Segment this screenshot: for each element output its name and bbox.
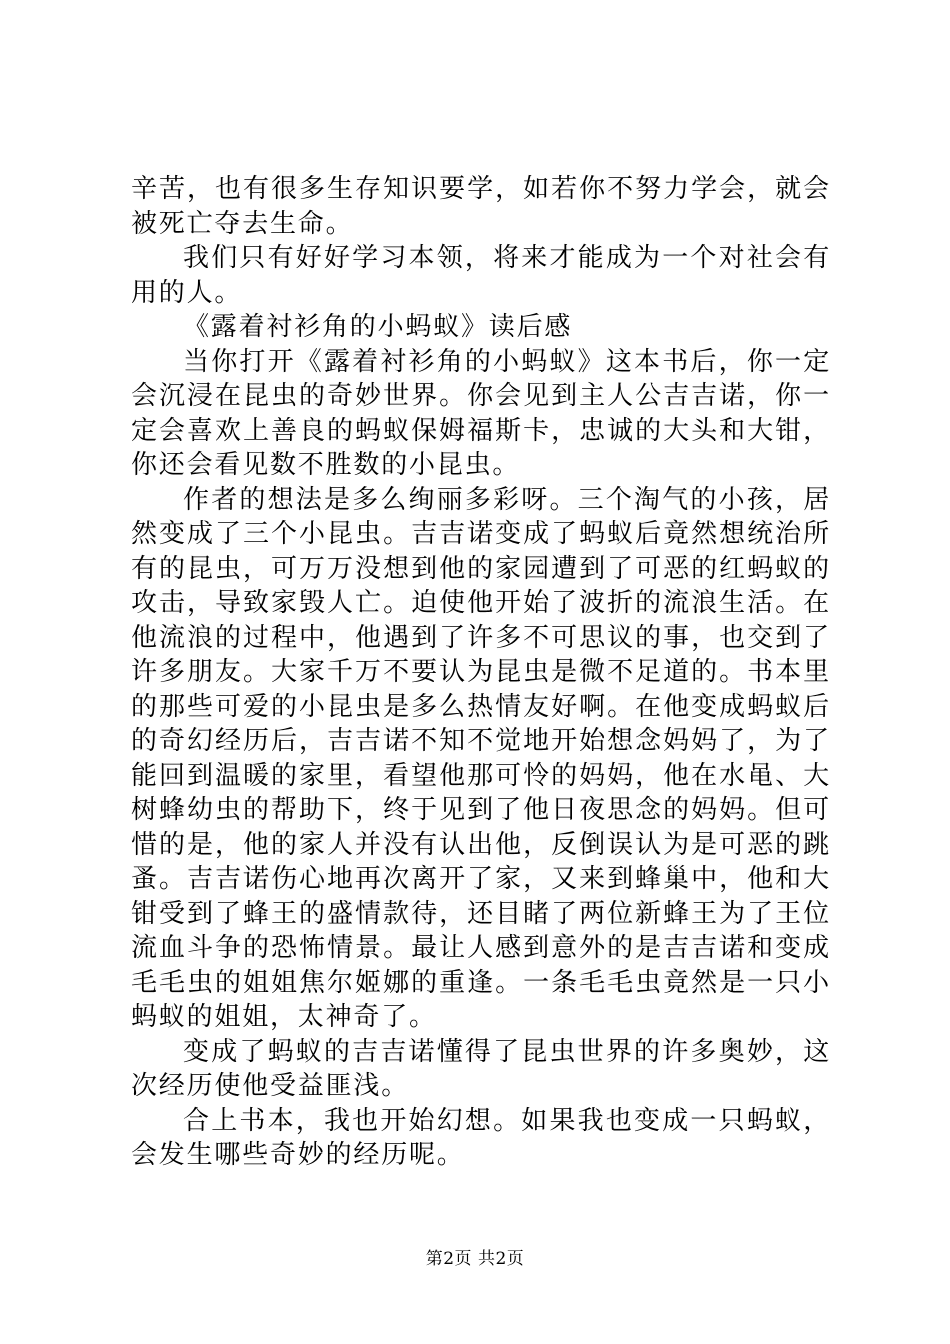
paragraph: 变成了蚂蚁的吉吉诺懂得了昆虫世界的许多奥妙，这次经历使他受益匪浅。 xyxy=(131,1036,831,1101)
document-body xyxy=(131,172,831,1173)
paragraph: 当你打开《露着衬衫角的小蚂蚁》这本书后，你一定会沉浸在昆虫的奇妙世界。你会见到主人公吉吉诺，你一定会喜欢上善良的蚂蚁保姆福斯卡，忠诚的大头和大钳，你还会看见数不胜数的小昆虫。 xyxy=(131,346,831,480)
paragraph-continuation: 辛苦，也有很多生存知识要学，如若你不努力学会，就会被死亡夺去生命。 xyxy=(131,174,831,239)
paragraph: 我们只有好好学习本领，将来才能成为一个对社会有用的人。 xyxy=(131,243,831,308)
essay-title: 《露着衬衫角的小蚂蚁》读后感 xyxy=(183,312,573,342)
page-footer: 第2页 共2页 xyxy=(425,1249,525,1269)
paragraph: 作者的想法是多么绚丽多彩呀。三个淘气的小孩，居然变成了三个小昆虫。吉吉诺变成了蚂蚁后竟然想统治所有的昆虫，可万万没想到他的家园遭到了可恶的红蚂蚁的攻击，导致家毁人亡。迫使他开始了波折的流浪生活。在他流浪的过程中，他遇到了许多不可思议的事，也交到了许多朋友。大家千万不要认为昆虫是微不足道的。书本里的那些可爱的小昆虫是多么热情友好啊。在他变成蚂蚁后的奇幻经历后，吉吉诺不知不觉地开始想念妈妈了，为了能回到温暖的家里，看望他那可怜的妈妈，他在水黾、大树蜂幼虫的帮助下，终于见到了他日夜思念的妈妈。但可惜的是，他的家人并没有认出他，反倒误认为是可恶的跳蚤。吉吉诺伤心地再次离开了家，又来到蜂巢中，他和大钳受到了蜂王的盛情款待，还目睹了两位新蜂王为了王位流血斗争的恐怖情景。最让人感到意外的是吉吉诺和变成毛毛虫的姐姐焦尔姬娜的重逢。一条毛毛虫竟然是一只小蚂蚁的姐姐，太神奇了。 xyxy=(131,484,831,1032)
paragraph: 合上书本，我也开始幻想。如果我也变成一只蚂蚁，会发生哪些奇妙的经历呢。 xyxy=(131,1105,831,1170)
